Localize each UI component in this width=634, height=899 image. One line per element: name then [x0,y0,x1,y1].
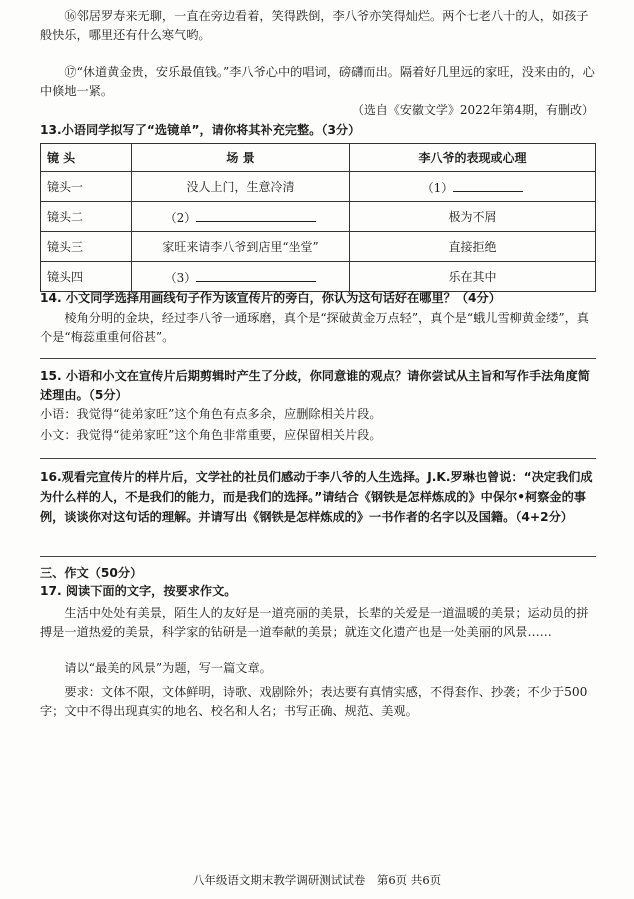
scene-cell: 没人上门，生意冷清 [132,172,350,202]
table-header-row [41,144,596,172]
blank-number: （2） [164,210,197,225]
scene-cell[interactable] [132,202,350,232]
table-row [41,172,596,202]
answer-blank-2[interactable] [196,208,316,222]
scene-cell: 家旺来请李八爷到店里“坐堂” [132,232,350,262]
header-reaction: 李八爷的表现或心理 [350,144,596,172]
reaction-cell: 极为不屑 [350,202,596,232]
question-14-quote: 棱角分明的金块，经过李八爷一通琢磨，真个是“探破黄金万点轻”，真个是“蛾儿雪柳黄金缕”，真个是“梅蕊重重何俗甚”。 [40,311,589,344]
reaction-cell[interactable] [350,172,596,202]
reaction-cell: 乐在其中 [350,262,596,292]
question-15-prompt: 15. 小语和小文在宣传片后期剪辑时产生了分歧，你同意谁的观点？请你尝试从主旨和写作手法角度简述理由。（5分） [40,369,590,402]
page-footer: 八年级语文期末教学调研测试试卷 第6页 共6页 [192,873,442,887]
blank-number: （1） [421,180,454,195]
shot-list-table [40,143,596,292]
blank-number: （3） [164,270,197,285]
story-paragraph-16: ⑯邻居罗寿来无聊，一直在旁边看着，笑得跌倒，李八爷亦笑得灿烂。两个七老八十的人，如孩子般快乐，哪里还有什么寒气哟。 [40,9,589,42]
question-13-prompt: 13.小语同学拟写了“选镜单”，请你将其补充完整。（3分） [40,123,361,137]
xiaowen-opinion: 小文：我觉得“徒弟家旺”这个角色非常重要，应保留相关片段。 [40,428,382,442]
reaction-cell: 直接拒绝 [350,232,596,262]
answer-line-16[interactable] [40,556,596,557]
essay-material: 生活中处处有美景，陌生人的友好是一道亮丽的美景，长辈的关爱是一道温暖的美景；运动员的拼搏是一道热爱的美景，科学家的钻研是一道奉献的美景；就连文化遗产也是一处美丽的风景…… [40,606,589,639]
answer-line-15[interactable] [40,458,596,459]
header-scene: 场 景 [132,144,350,172]
answer-line-14[interactable] [40,358,596,359]
scene-cell[interactable] [132,262,350,292]
shot-cell: 镜头四 [41,262,132,292]
section-3-title: 三、作文（50分） [40,566,143,580]
essay-task: 请以“最美的风景”为题，写一篇文章。 [64,661,272,675]
source-citation: （选自《安徽文学》2022年第4期，有删改） [351,103,594,117]
answer-blank-1[interactable] [453,178,523,192]
story-paragraph-17: ⑰“休道黄金贵，安乐最值钱。”李八爷心中的唱词，磅礴而出。隔着好几里远的家旺，没来由的，心中倏地一紧。 [40,65,595,98]
shot-cell: 镜头三 [41,232,132,262]
question-17-prompt: 17. 阅读下面的文字，按要求作文。 [40,584,237,598]
shot-cell: 镜头二 [41,202,132,232]
question-16-prompt: 16.观看完宣传片的样片后，文学社的社员们感动于李八爷的人生选择。J.K.罗琳也曾说：“决定我们成为什么样的人，不是我们的能力，而是我们的选择。”请结合《钢铁是怎样炼成的》中保尔•柯察金的事例，谈谈你对这句话的理解。并请写出《钢铁是怎样炼成的》一书作者的名字以及国籍。（4+2分） [40,470,593,524]
essay-requirements: 要求：文体不限，文体鲜明，诗歌、戏剧除外；表达要有真情实感，不得套作、抄袭；不少于500字；文中不得出现真实的地名、校名和人名；书写正确、规范、美观。 [40,685,588,718]
xiaoyu-opinion: 小语：我觉得“徒弟家旺”这个角色有点多余，应删除相关片段。 [40,407,382,421]
table-row [41,232,596,262]
table-row [41,202,596,232]
question-14-prompt: 14. 小文同学选择用画线句子作为该宣传片的旁白，你认为这句话好在哪里？（4分） [40,291,501,305]
answer-blank-3[interactable] [196,268,316,282]
shot-cell: 镜头一 [41,172,132,202]
table-row [41,262,596,292]
header-shot: 镜 头 [41,144,132,172]
